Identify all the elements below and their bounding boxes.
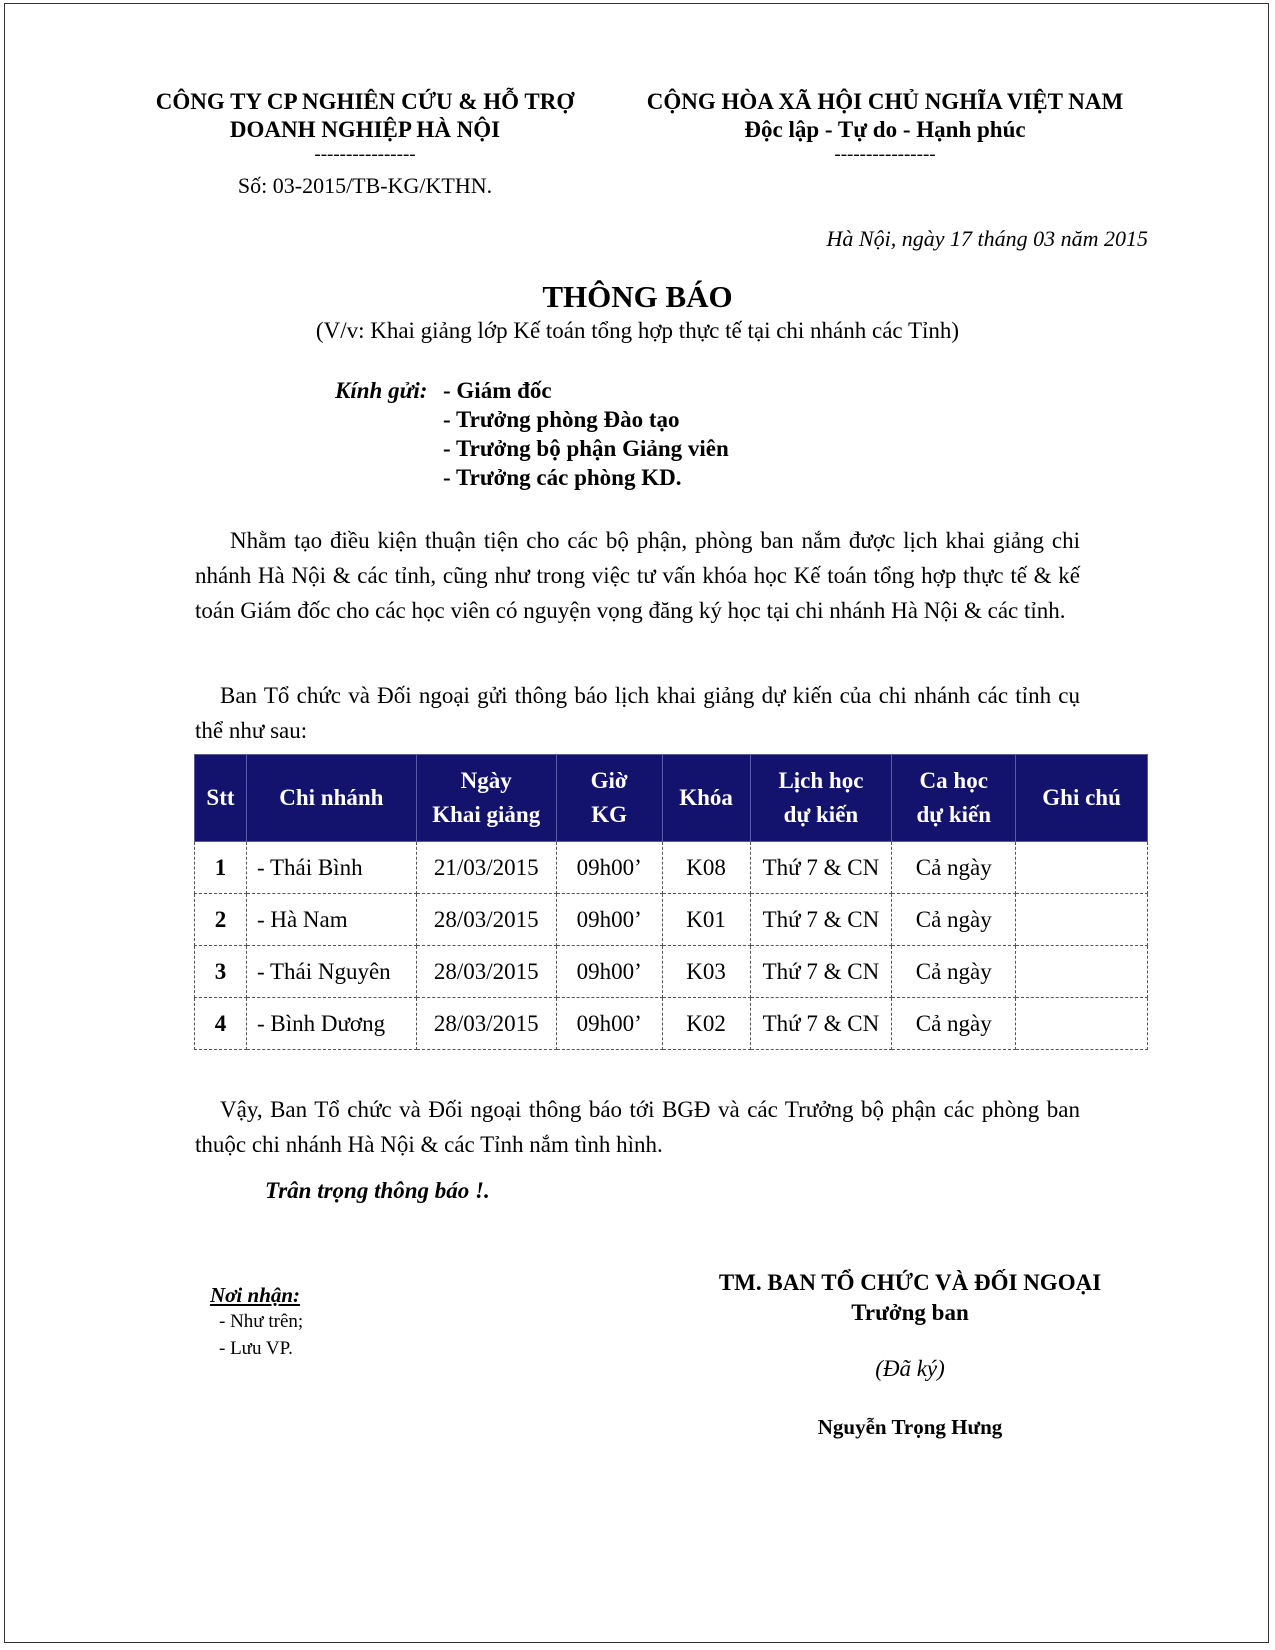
signature-org: TM. BAN TỔ CHỨC VÀ ĐỐI NGOẠI [718,1270,1102,1295]
body-paragraph-2: Ban Tổ chức và Đối ngoại gửi thông báo lịch khai giảng dự kiến của chi nhánh các tỉnh cụ thể như sau: [195,683,1080,743]
header-start-date: Ngày Khai giảng [416,755,556,842]
cell-time: 09h00’ [556,998,662,1050]
cell-stt: 4 [195,998,247,1050]
cell-shift: Cả ngày [892,842,1016,894]
body-paragraph-1: Nhằm tạo điều kiện thuận tiện cho các bộ phận, phòng ban nắm được lịch khai giảng chi nhánh Hà Nội & các tỉnh, cũng như trong việc tư vấn khóa học Kế toán tổng hợp thực tế & kế toán Giám đốc cho các học viên có nguyện vọng đăng ký học tại chi nhánh Hà Nội & các tỉnh. [195,528,1080,623]
signature-position: Trưởng ban [851,1300,969,1325]
body-paragraph-3: Vậy, Ban Tổ chức và Đối ngoại thông báo tới BGĐ và các Trưởng bộ phận các phòng ban thuộc chi nhánh Hà Nội & các Tỉnh nắm tình hình. [195,1097,1080,1157]
document-number: Số: 03-2015/TB-KG/KTHN. [237,173,493,198]
country-divider: ---------------- [834,144,936,165]
date-line: Hà Nội, ngày 17 tháng 03 năm 2015 [826,226,1148,251]
cell-branch: - Hà Nam [246,894,416,946]
company-name-line2: DOANH NGHIỆP HÀ NỘI [229,117,501,142]
cell-note [1016,998,1148,1050]
signature-block [600,1268,1220,1442]
signature-signed-note: (Đã ký) [875,1356,945,1381]
copy-recipient-item: - Lưu VP. [219,1338,293,1359]
cell-branch: - Bình Dương [246,998,416,1050]
cell-date: 28/03/2015 [416,998,556,1050]
cell-stt: 3 [195,946,247,998]
cell-note [1016,842,1148,894]
header-start-time: Giờ KG [556,755,662,842]
header-note: Ghi chú [1016,755,1148,842]
cell-course: K08 [662,842,750,894]
recipients-copy-list [219,1308,303,1362]
cell-course: K01 [662,894,750,946]
cell-note [1016,946,1148,998]
header-schedule: Lịch học dự kiến [750,755,892,842]
cell-schedule: Thứ 7 & CN [750,842,892,894]
company-name-line1: CÔNG TY CP NGHIÊN CỨU & HỖ TRỢ [155,89,575,114]
national-header [620,88,1150,166]
closing-line: Trân trọng thông báo !. [265,1178,490,1203]
cell-schedule: Thứ 7 & CN [750,998,892,1050]
cell-note [1016,894,1148,946]
table-row [195,946,1148,998]
header-stt: Stt [195,755,247,842]
signer-name: Nguyễn Trọng Hưng [817,1415,1003,1439]
header-branch: Chi nhánh [246,755,416,842]
recipient-item: - Trưởng phòng Đào tạo [443,407,680,432]
cell-time: 09h00’ [556,894,662,946]
company-header [140,88,590,200]
table-row [195,842,1148,894]
cell-schedule: Thứ 7 & CN [750,946,892,998]
document-subtitle: (V/v: Khai giảng lớp Kế toán tổng hợp thực tế tại chi nhánh các Tỉnh) [315,318,960,343]
cell-schedule: Thứ 7 & CN [750,894,892,946]
kinh-gui-label: Kính gửi: [335,378,428,403]
cell-shift: Cả ngày [892,998,1016,1050]
cell-stt: 1 [195,842,247,894]
header-shift: Ca học dự kiến [892,755,1016,842]
cell-branch: - Thái Bình [246,842,416,894]
cell-date: 28/03/2015 [416,946,556,998]
cell-date: 28/03/2015 [416,894,556,946]
cell-branch: - Thái Nguyên [246,946,416,998]
document-title: THÔNG BÁO [542,279,733,314]
recipients-copy-label: Nơi nhận: [210,1283,301,1307]
copy-recipient-item: - Như trên; [219,1311,304,1332]
company-divider: ---------------- [314,144,416,165]
cell-time: 09h00’ [556,842,662,894]
country-name: CỘNG HÒA XÃ HỘI CHỦ NGHĨA VIỆT NAM [646,89,1124,114]
schedule-table [194,754,1148,1050]
cell-shift: Cả ngày [892,894,1016,946]
cell-course: K02 [662,998,750,1050]
header-course: Khóa [662,755,750,842]
table-header-row [195,755,1148,842]
cell-stt: 2 [195,894,247,946]
cell-time: 09h00’ [556,946,662,998]
cell-date: 21/03/2015 [416,842,556,894]
recipients-label [335,376,427,405]
table-row [195,998,1148,1050]
recipient-item: - Giám đốc [443,378,552,403]
table-row [195,894,1148,946]
cell-shift: Cả ngày [892,946,1016,998]
cell-course: K03 [662,946,750,998]
recipients-list [443,376,729,492]
recipient-item: - Trưởng các phòng KD. [443,465,682,490]
recipient-item: - Trưởng bộ phận Giảng viên [443,436,729,461]
country-motto: Độc lập - Tự do - Hạnh phúc [744,117,1026,142]
